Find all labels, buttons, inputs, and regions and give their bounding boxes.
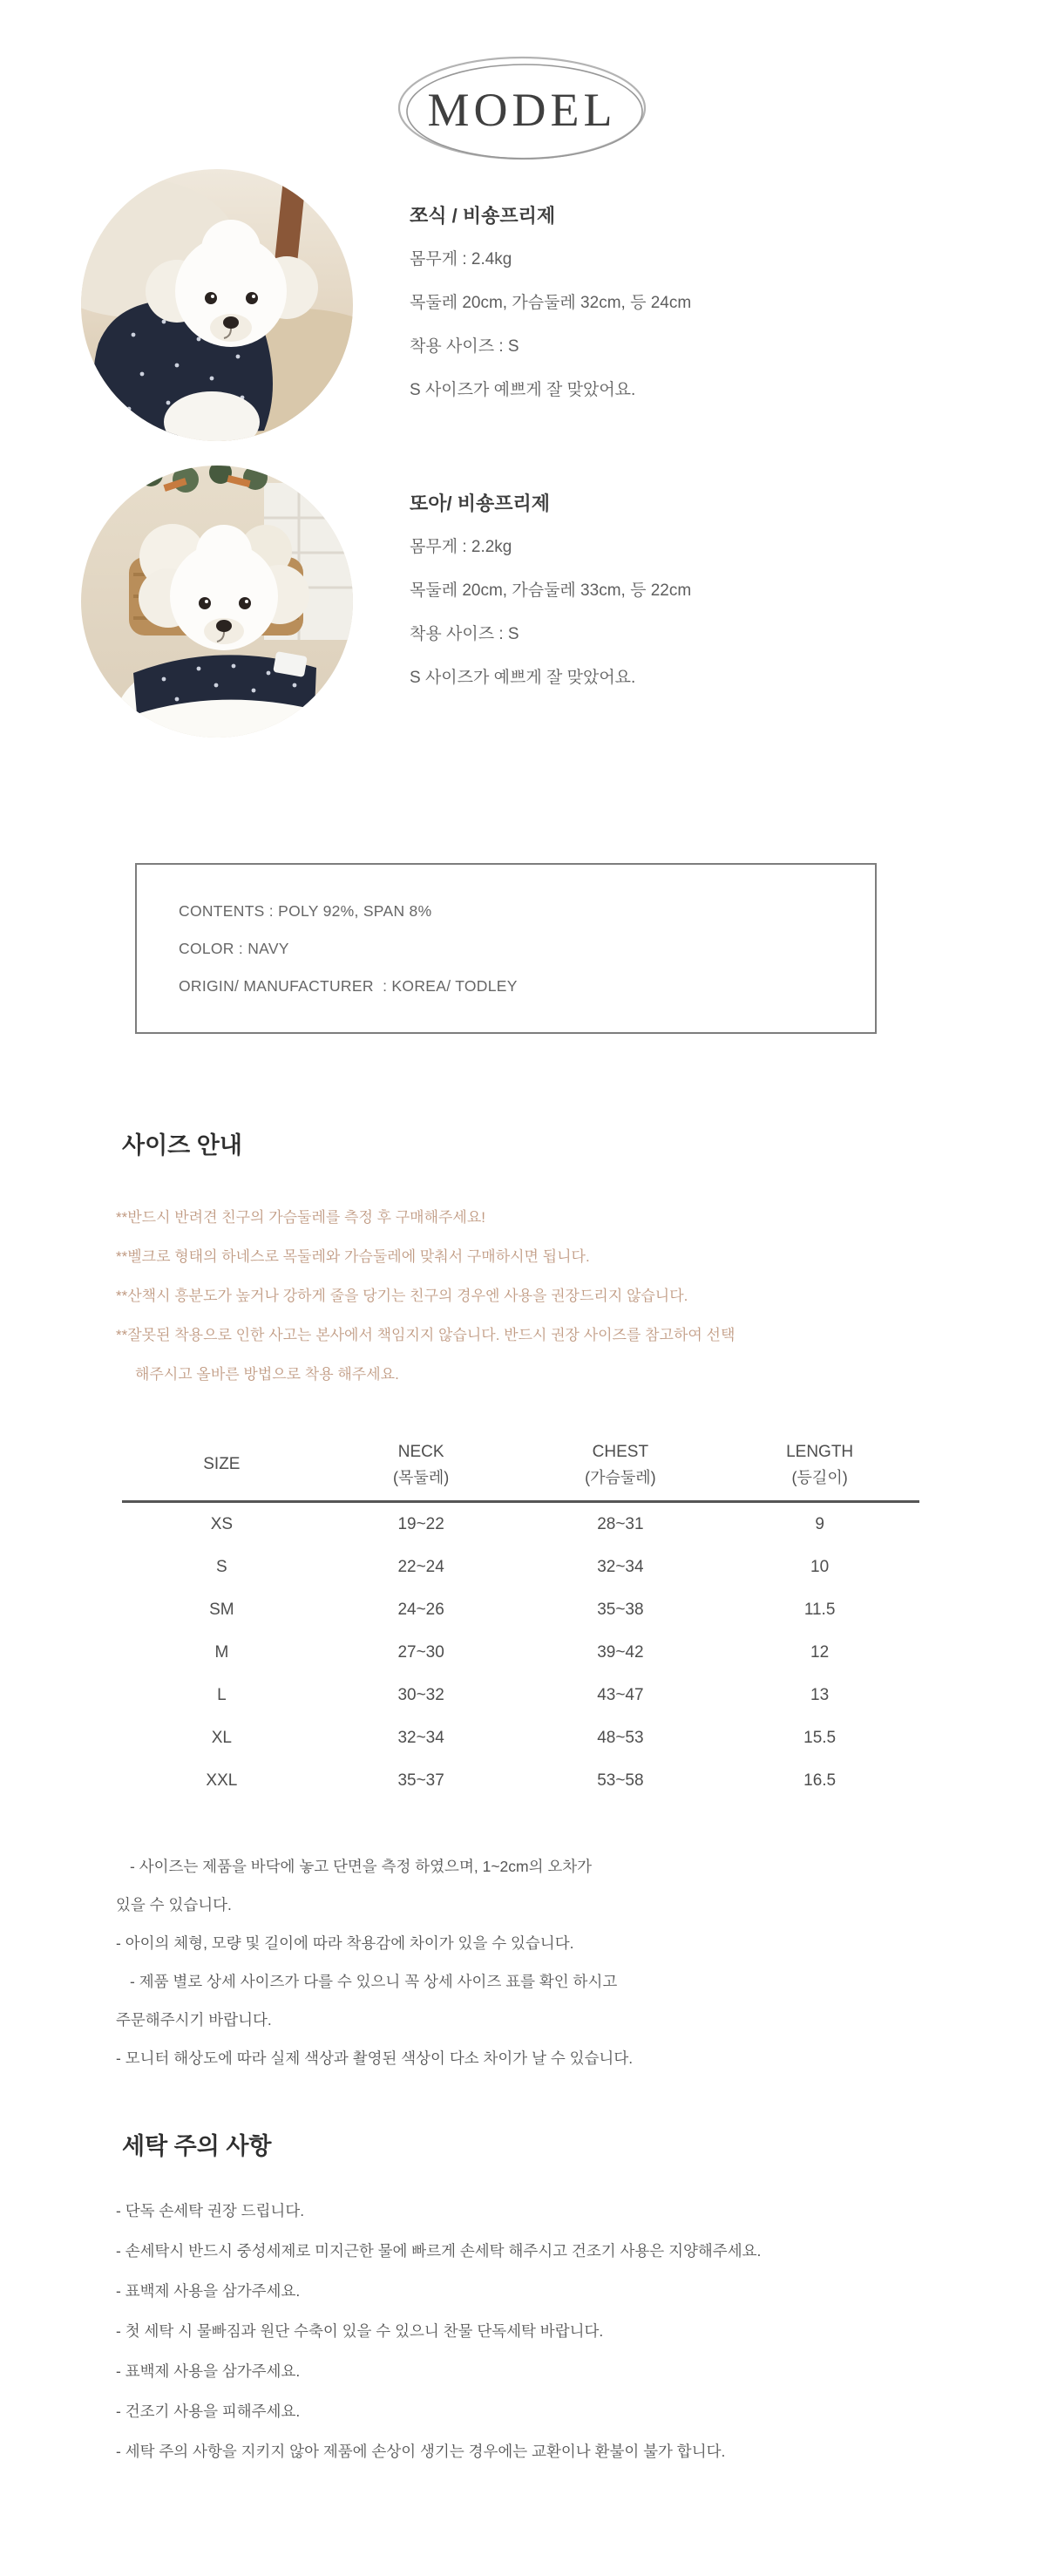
chest-cell: 53~58: [597, 1771, 644, 1790]
model-2-measurements: 목둘레 20cm, 가슴둘레 33cm, 등 22cm: [410, 581, 692, 600]
size-table-row: [122, 1631, 919, 1674]
chest-cell: 32~34: [597, 1557, 644, 1576]
size-cell: M: [214, 1642, 229, 1662]
size-table-header-cell: SIZE: [203, 1454, 241, 1473]
neck-cell: 32~34: [397, 1728, 444, 1747]
size-note-line: 주문해주시기 바랍니다.: [116, 2011, 272, 2029]
size-table-row: [122, 1503, 919, 1546]
chest-cell: 39~42: [597, 1642, 644, 1662]
dog-photo-1-illustration-icon: [81, 169, 353, 441]
size-table-header-cell: NECK (목둘레): [393, 1442, 450, 1486]
size-guide-warning-line: 해주시고 올바른 방법으로 착용 해주세요.: [135, 1366, 399, 1383]
size-cell: XL: [211, 1728, 232, 1747]
size-table-header-cell: LENGTH (등길이): [786, 1442, 854, 1486]
washing-guide-line: - 표백제 사용을 삼가주세요.: [116, 2362, 301, 2380]
size-table-header: [122, 1428, 919, 1503]
model-1-measurements: 목둘레 20cm, 가슴둘레 32cm, 등 24cm: [410, 294, 692, 312]
neck-cell: 27~30: [397, 1642, 444, 1662]
chest-cell: 35~38: [597, 1600, 644, 1619]
size-table-row: [122, 1546, 919, 1588]
washing-guide-line: - 건조기 사용을 피해주세요.: [116, 2403, 301, 2420]
size-table-row: [122, 1588, 919, 1631]
size-notes: [116, 1847, 996, 2077]
size-table: [122, 1428, 919, 1802]
neck-cell: 24~26: [397, 1600, 444, 1619]
model-1-info: [410, 202, 950, 412]
size-note-line: - 제품 별로 상세 사이즈가 다를 수 있으니 꼭 상세 사이즈 표를 확인 하시고: [130, 1973, 618, 1990]
washing-guide-list: [116, 2191, 1040, 2471]
size-cell: XS: [210, 1514, 234, 1533]
model-2-size: 착용 사이즈 : S: [410, 625, 519, 643]
model-logo: [395, 54, 649, 166]
size-guide-warning-line: **벨크로 형태의 하네스로 목둘레와 가슴둘레에 맞춰서 구매하시면 됩니다.: [116, 1248, 590, 1265]
washing-guide-line: - 손세탁시 반드시 중성세제로 미지근한 물에 빠르게 손세탁 해주시고 건조기 사용은 지양해주세요.: [116, 2242, 762, 2260]
washing-guide-line: - 단독 손세탁 권장 드립니다.: [116, 2202, 305, 2219]
model-photo-1: [81, 169, 353, 441]
model-2-info: [410, 490, 950, 700]
model-1-name: 쪼식 / 비숑프리제: [410, 205, 556, 227]
size-note-line: 있을 수 있습니다.: [116, 1896, 232, 1913]
product-info-line: COLOR : NAVY: [179, 939, 289, 957]
product-info-box: [135, 863, 877, 1034]
logo-text: MODEL: [427, 84, 617, 136]
washing-guide-heading: 세탁 주의 사항: [122, 2133, 272, 2159]
size-table-row: [122, 1716, 919, 1759]
model-2-weight: 몸무게 : 2.2kg: [410, 538, 512, 556]
size-guide-warning-line: **잘못된 착용으로 인한 사고는 본사에서 책임지지 않습니다. 반드시 권장 사이즈를 참고하여 선택: [116, 1327, 736, 1343]
washing-guide-line: - 표백제 사용을 삼가주세요.: [116, 2282, 301, 2300]
dog-photo-2-illustration-icon: [81, 466, 353, 737]
size-cell: XXL: [206, 1771, 238, 1790]
model-photo-2: [81, 466, 353, 737]
model-1-weight: 몸무게 : 2.4kg: [410, 250, 512, 268]
length-cell: 11.5: [803, 1600, 836, 1619]
chest-cell: 43~47: [597, 1685, 644, 1704]
size-table-header-cell: CHEST (가슴둘레): [585, 1442, 656, 1486]
neck-cell: 35~37: [397, 1771, 444, 1790]
size-guide-warning-line: **반드시 반려견 친구의 가슴둘레를 측정 후 구매해주세요!: [116, 1209, 485, 1226]
washing-guide-line: - 첫 세탁 시 물빠짐과 원단 수축이 있을 수 있으니 찬물 단독세탁 바랍니다.: [116, 2322, 604, 2340]
neck-cell: 30~32: [397, 1685, 444, 1704]
size-guide-warnings: [116, 1198, 996, 1394]
length-cell: 16.5: [803, 1771, 837, 1790]
chest-cell: 28~31: [597, 1514, 644, 1533]
length-cell: 15.5: [803, 1728, 837, 1747]
size-note-line: - 모니터 해상도에 따라 실제 색상과 촬영된 색상이 다소 차이가 날 수 있습니다.: [116, 2049, 634, 2067]
model-1-size: 착용 사이즈 : S: [410, 337, 519, 356]
size-table-row: [122, 1759, 919, 1802]
size-guide-heading: 사이즈 안내: [122, 1132, 242, 1159]
chest-cell: 48~53: [597, 1728, 644, 1747]
model-1-comment: S 사이즈가 예쁘게 잘 맞았어요.: [410, 381, 636, 399]
length-cell: 12: [810, 1642, 830, 1662]
washing-guide-line: - 세탁 주의 사항을 지키지 않아 제품에 손상이 생기는 경우에는 교환이나 환불이 불가 합니다.: [116, 2443, 726, 2460]
product-info-line: CONTENTS : POLY 92%, SPAN 8%: [179, 901, 432, 920]
model-logo-ellipse-icon: [395, 54, 649, 166]
length-cell: 9: [815, 1514, 824, 1533]
model-2-name: 또아/ 비숑프리제: [410, 493, 550, 514]
size-cell: L: [217, 1685, 227, 1704]
length-cell: 10: [810, 1557, 830, 1576]
length-cell: 13: [810, 1685, 830, 1704]
size-cell: S: [216, 1557, 227, 1576]
size-guide-warning-line: **산책시 흥분도가 높거나 강하게 줄을 당기는 친구의 경우엔 사용을 권장드리지 않습니다.: [116, 1288, 688, 1304]
size-cell: SM: [209, 1600, 234, 1619]
neck-cell: 22~24: [397, 1557, 444, 1576]
size-table-row: [122, 1674, 919, 1716]
size-note-line: - 아이의 체형, 모량 및 길이에 따라 착용감에 차이가 있을 수 있습니다.: [116, 1934, 574, 1952]
size-table-body: [122, 1503, 919, 1802]
model-2-comment: S 사이즈가 예쁘게 잘 맞았어요.: [410, 669, 636, 687]
size-note-line: - 사이즈는 제품을 바닥에 놓고 단면을 측정 하였으며, 1~2cm의 오차가: [130, 1858, 593, 1875]
neck-cell: 19~22: [397, 1514, 444, 1533]
product-info-line: ORIGIN/ MANUFACTURER : KOREA/ TODLEY: [179, 976, 518, 995]
